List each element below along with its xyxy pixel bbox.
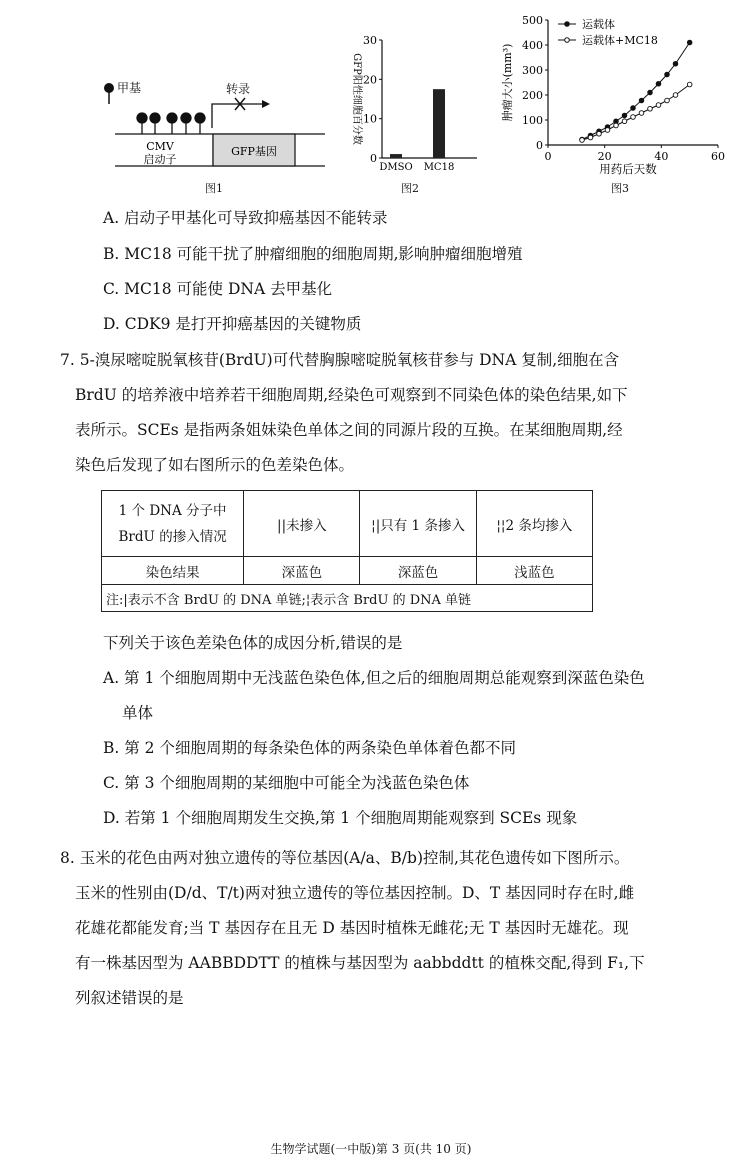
q8-stem-line: 有一株基因型为 AABBDDTT 的植株与基因型为 aabbddtt 的植株交配,得到 F₁,下 [75, 954, 645, 972]
q8-stem-line: 列叙述错误的是 [75, 989, 184, 1007]
y-axis-label: GFP阳性细胞百分数 [351, 53, 362, 145]
svg-text:CMV: CMV [146, 140, 174, 153]
q7-stem-line: BrdU 的培养液中培养若干细胞周期,经染色可观察到不同染色体的染色结果,如下 [75, 386, 628, 404]
data-point [687, 40, 692, 45]
data-point [673, 61, 678, 66]
legend-label: 运载体+MC18 [582, 34, 658, 47]
table-row-label: 染色结果 [102, 557, 244, 585]
legend-marker [565, 22, 570, 27]
brdu-table [101, 490, 593, 612]
methyl-legend-icon [104, 83, 114, 93]
x-axis-label: 用药后天数 [599, 162, 657, 176]
data-point [656, 81, 661, 86]
y-tick-label: 0 [536, 139, 543, 152]
q6-option-b: B. MC18 可能干扰了肿瘤细胞的细胞周期,影响肿瘤细胞增殖 [103, 245, 523, 263]
legend-marker [565, 38, 570, 43]
table-cell: 深蓝色 [360, 557, 476, 585]
q7-stem-line: 7. 5-溴尿嘧啶脱氧核苷(BrdU)可代替胸腺嘧啶脱氧核苷参与 DNA 复制,细胞在含 [60, 351, 620, 369]
data-point [622, 113, 627, 118]
data-point [622, 119, 627, 124]
data-point [648, 106, 653, 111]
y-tick-label: 200 [522, 89, 543, 102]
data-point [631, 106, 636, 111]
data-point [665, 98, 670, 103]
x-tick-label: DMSO [379, 162, 413, 173]
q8-stem-line: 玉米的性别由(D/d、T/t)两对独立遗传的等位基因控制。D、T 基因同时存在时,雌 [75, 884, 635, 902]
data-point [673, 93, 678, 98]
table-header-cell: 1 个 DNA 分子中 BrdU 的掺入情况 [102, 491, 244, 557]
data-point [605, 128, 610, 133]
table-cell: 深蓝色 [244, 557, 360, 585]
q7-option-a-cont: 单体 [122, 704, 154, 722]
data-point [597, 131, 602, 136]
y-tick-label: 400 [522, 39, 543, 52]
bar-dmso [390, 154, 402, 158]
y-tick-label: 10 [363, 112, 377, 126]
data-point [656, 103, 661, 108]
data-point [631, 115, 636, 120]
fig2-label: 图2 [401, 182, 419, 195]
data-point [580, 138, 585, 143]
data-point [665, 72, 670, 77]
q7-question: 下列关于该色差染色体的成因分析,错误的是 [103, 634, 403, 652]
fig1-label: 图1 [205, 182, 223, 195]
y-tick-label: 300 [522, 64, 543, 77]
bar-mc18 [433, 89, 445, 158]
series-line-0 [582, 43, 690, 140]
x-tick-label: 40 [654, 150, 669, 163]
table-col-header: ||未掺入 [244, 491, 360, 557]
x-tick-label: 20 [597, 150, 612, 163]
y-tick-label: 500 [522, 14, 543, 27]
q7-option-b: B. 第 2 个细胞周期的每条染色体的两条染色单体着色都不同 [103, 739, 516, 757]
x-tick-label: 60 [711, 150, 725, 163]
page-footer: 生物学试题(一中版)第 3 页(共 10 页) [270, 1142, 472, 1156]
data-point [687, 82, 692, 87]
y-tick-label: 0 [370, 152, 377, 165]
q6-option-d: D. CDK9 是打开抑癌基因的关键物质 [103, 315, 362, 333]
table-col-header: ¦|只有 1 条掺入 [360, 491, 476, 557]
x-tick-label: 0 [544, 150, 552, 163]
q8-stem-line: 花雄花都能发育;当 T 基因存在且无 D 基因时植株无雌花;无 T 基因时无雄花。现 [75, 919, 629, 937]
data-point [639, 98, 644, 103]
y-tick-label: 30 [363, 34, 377, 47]
methyl-legend-label: 甲基 [117, 81, 142, 95]
data-point [648, 90, 653, 95]
data-point [639, 111, 644, 116]
table-col-header: ¦¦2 条均掺入 [476, 491, 592, 557]
table-cell: 浅蓝色 [476, 557, 592, 585]
transcription-label: 转录 [226, 82, 251, 96]
q7-option-a: A. 第 1 个细胞周期中无浅蓝色染色体,但之后的细胞周期总能观察到深蓝色染色 [103, 669, 645, 687]
q6-option-c: C. MC18 可能使 DNA 去甲基化 [103, 280, 333, 298]
table-note: 注:|表示不含 BrdU 的 DNA 单链;¦表示含 BrdU 的 DNA 单链 [102, 585, 593, 612]
data-point [614, 123, 619, 128]
y-tick-label: 100 [522, 114, 543, 127]
y-axis-label: 肿瘤大小(mm³) [501, 43, 514, 122]
q7-stem-line: 表所示。SCEs 是指两条姐妹染色单体之间的同源片段的互换。在某细胞周期,经 [75, 421, 623, 439]
figure-3-line-chart [495, 10, 735, 190]
svg-text:GFP基因: GFP基因 [231, 145, 277, 158]
x-tick-label: MC18 [423, 162, 455, 173]
q6-option-a: A. 启动子甲基化可导致抑癌基因不能转录 [103, 209, 388, 227]
figure-2-bar-chart [340, 28, 490, 183]
q8-stem-line: 8. 玉米的花色由两对独立遗传的等位基因(A/a、B/b)控制,其花色遗传如下图所示。 [60, 849, 630, 867]
y-tick-label: 20 [363, 73, 377, 87]
q7-option-d: D. 若第 1 个细胞周期发生交换,第 1 个细胞周期能观察到 SCEs 现象 [103, 809, 578, 827]
q7-option-c: C. 第 3 个细胞周期的某细胞中可能全为浅蓝色染色体 [103, 774, 470, 792]
q7-stem-line: 染色后发现了如右图所示的色差染色体。 [75, 456, 355, 474]
fig3-label: 图3 [611, 182, 629, 195]
svg-text:启动子: 启动子 [143, 153, 177, 166]
data-point [588, 135, 593, 140]
legend-label: 运载体 [582, 18, 615, 31]
